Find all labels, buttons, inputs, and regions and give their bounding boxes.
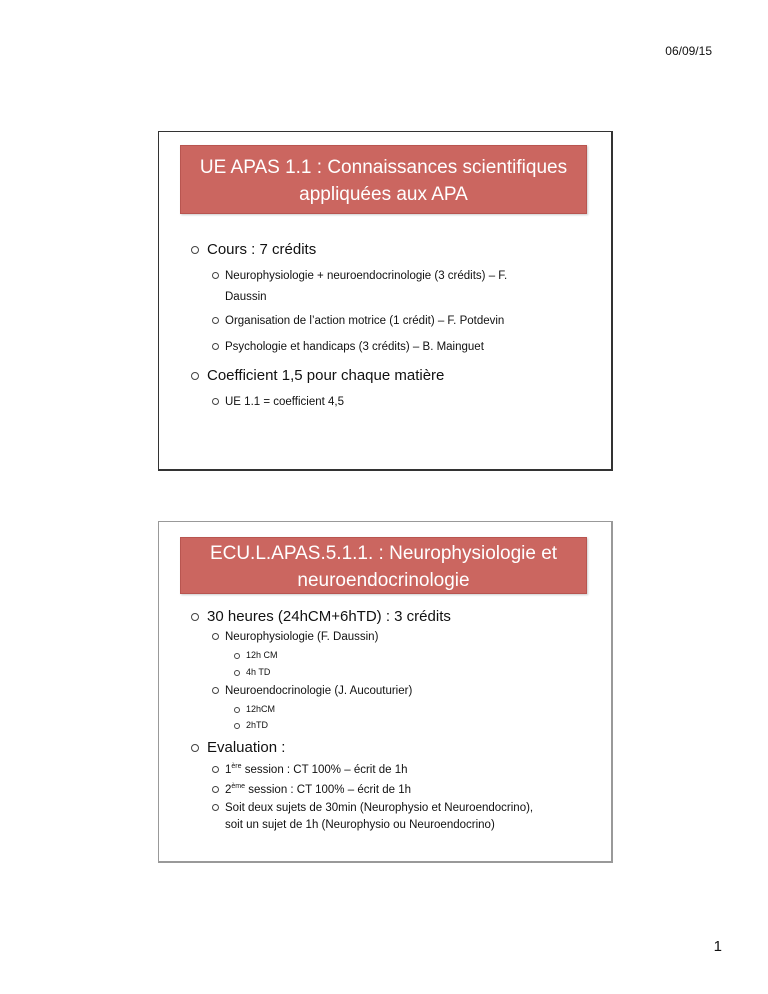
bullet-text: Neuroendocrinologie (J. Aucouturier) bbox=[225, 685, 413, 697]
bullet-icon bbox=[191, 246, 199, 254]
bullet-text: Coefficient 1,5 pour chaque matière bbox=[207, 367, 445, 384]
title-line: UE APAS 1.1 : Connaissances scientifiques bbox=[199, 157, 568, 178]
bullet-item bbox=[212, 802, 533, 814]
bullet-icon bbox=[234, 723, 240, 729]
bullet-text: UE 1.1 = coefficient 4,5 bbox=[225, 396, 345, 408]
bullet-text: Soit deux sujets de 30min (Neurophysio et Neuroendocrino), bbox=[225, 802, 534, 814]
bullet-item bbox=[212, 396, 344, 408]
bullet-item bbox=[191, 739, 285, 756]
bullet-text: Organisation de l’action motrice (1 crédit) – F. Potdevin bbox=[225, 315, 505, 327]
bullet-continuation: soit un sujet de 1h (Neurophysio ou Neuroendocrino) bbox=[225, 819, 495, 831]
bullet-item bbox=[234, 667, 270, 677]
slide-title bbox=[180, 145, 587, 214]
title-line: neuroendocrinologie bbox=[297, 570, 470, 591]
bullet-icon bbox=[234, 707, 240, 713]
bullet-text: Cours : 7 crédits bbox=[207, 241, 317, 258]
bullet-item bbox=[212, 685, 412, 697]
bullet-item bbox=[212, 631, 378, 643]
bullet-text: session : CT 100% – écrit de 1h bbox=[241, 763, 408, 776]
bullet-icon bbox=[212, 272, 219, 279]
bullet-text: session : CT 100% – écrit de 1h bbox=[245, 783, 412, 796]
superscript: ère bbox=[231, 763, 242, 770]
bullet-icon bbox=[212, 687, 219, 694]
date: 06/09/15 bbox=[665, 44, 712, 58]
bullet-text: 12hCM bbox=[246, 704, 276, 714]
bullet-icon bbox=[212, 786, 219, 793]
bullet-icon bbox=[191, 372, 199, 380]
bullet-text: 2hTD bbox=[246, 720, 269, 730]
bullet-item bbox=[234, 720, 268, 730]
bullet-icon bbox=[191, 613, 199, 621]
superscript: ème bbox=[231, 783, 246, 790]
title-line: ECU.L.APAS.5.1.1. : Neurophysiologie et bbox=[209, 543, 558, 564]
session-number: 1 bbox=[225, 763, 232, 776]
bullet-item bbox=[191, 608, 451, 625]
bullet-item bbox=[191, 241, 316, 258]
slide-title bbox=[180, 537, 587, 594]
bullet-text: Neurophysiologie (F. Daussin) bbox=[225, 631, 379, 643]
bullet-text: 30 heures (24hCM+6hTD) : 3 crédits bbox=[207, 608, 451, 625]
bullet-icon bbox=[212, 633, 219, 640]
bullet-icon bbox=[234, 653, 240, 659]
page-number: 1 bbox=[713, 938, 722, 955]
bullet-item bbox=[212, 270, 507, 282]
bullet-text: Psychologie et handicaps (3 crédits) – B. Mainguet bbox=[225, 341, 484, 353]
bullet-icon bbox=[191, 744, 199, 752]
bullet-icon bbox=[212, 317, 219, 324]
bullet-icon bbox=[212, 343, 219, 350]
bullet-item bbox=[212, 783, 411, 796]
bullet-icon bbox=[234, 670, 240, 676]
bullet-icon bbox=[212, 398, 219, 405]
bullet-item bbox=[234, 704, 275, 714]
bullet-text: 4h TD bbox=[246, 667, 271, 677]
title-line: appliquées aux APA bbox=[299, 184, 468, 205]
slide-ecu-neurophysiologie bbox=[158, 521, 613, 863]
bullet-item bbox=[212, 315, 504, 327]
slide-ue-apas bbox=[158, 131, 613, 471]
bullet-item bbox=[212, 341, 484, 353]
session-number: 2 bbox=[225, 783, 232, 796]
bullet-item bbox=[191, 367, 444, 384]
bullet-item bbox=[212, 763, 408, 776]
bullet-icon bbox=[212, 804, 219, 811]
bullet-text: Evaluation : bbox=[207, 739, 286, 756]
bullet-text: 12h CM bbox=[246, 650, 278, 660]
bullet-continuation: Daussin bbox=[225, 291, 267, 303]
bullet-icon bbox=[212, 766, 219, 773]
bullet-text: Neurophysiologie + neuroendocrinologie (3 crédits) – F. bbox=[225, 270, 508, 282]
bullet-item bbox=[234, 650, 278, 660]
